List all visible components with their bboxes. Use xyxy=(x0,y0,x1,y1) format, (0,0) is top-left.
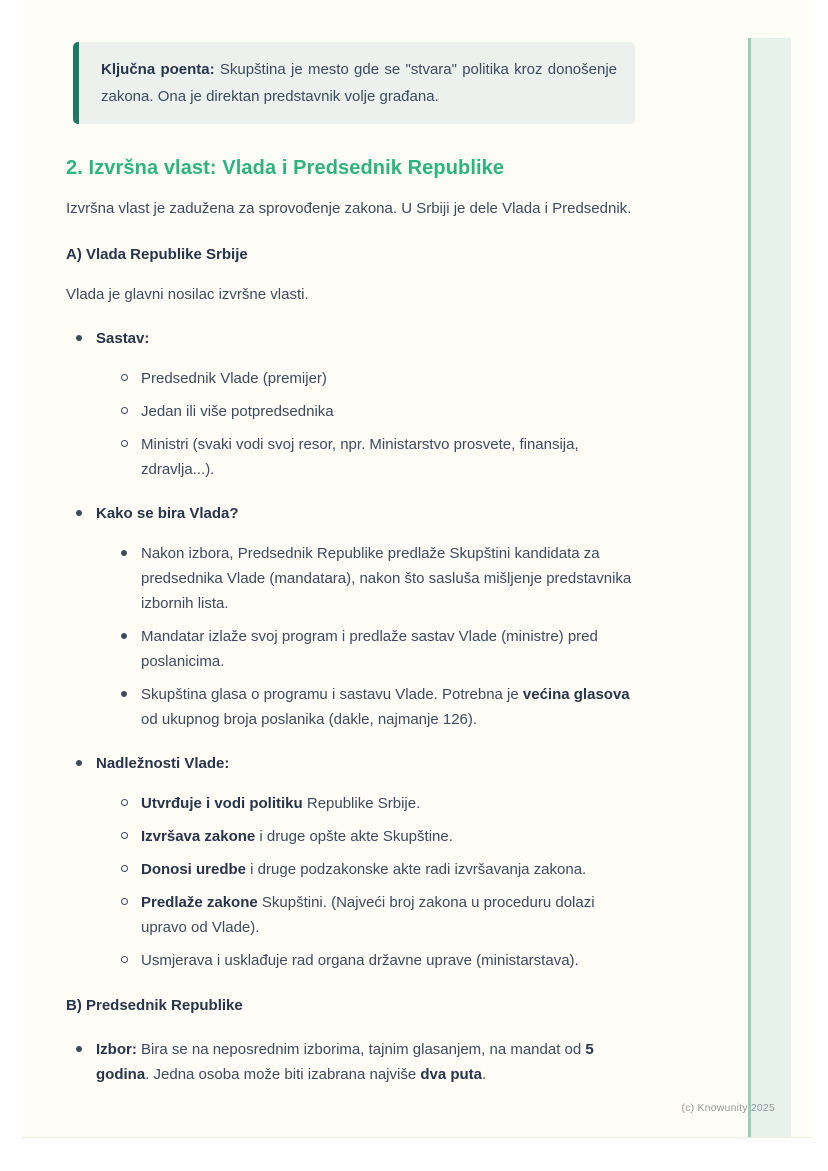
list-item-sastav xyxy=(66,326,637,482)
list-item xyxy=(111,541,637,616)
subsection-b-title: B) Predsednik Republike xyxy=(66,997,243,1014)
list-item-text: Ministri (svaki vodi svoj resor, npr. Ministarstvo prosvete, finansija, zdravlja...). xyxy=(141,436,579,478)
section-intro-paragraph: Izvršna vlast je zadužena za sprovođenje zakona. U Srbiji je dele Vlada i Predsednik. xyxy=(66,200,632,217)
list-item-text: Skupština glasa o programu i sastavu Vlade. Potrebna je većina glasova od ukupnog broja poslanika (dakle, najmanje 126). xyxy=(141,686,630,728)
list-item-kako-se-bira xyxy=(66,501,637,732)
list-item xyxy=(111,432,637,482)
list-item-text: Usmjerava i usklađuje rad organa državne uprave (ministarstava). xyxy=(141,952,579,969)
section-heading: 2. Izvršna vlast: Vlada i Predsednik Republike xyxy=(66,157,505,179)
list-item xyxy=(111,890,637,940)
list-item xyxy=(111,624,637,674)
list-item-text: Donosi uredbe i druge podzakonske akte radi izvršavanja zakona. xyxy=(141,861,587,878)
list-item-nadleznosti xyxy=(66,751,637,973)
list-item-text: Jedan ili više potpredsednika xyxy=(141,403,334,420)
subsection-a-lead: Vlada je glavni nosilac izvršne vlasti. xyxy=(66,286,309,303)
key-point-text: Ključna poenta: Skupština je mesto gde se "stvara" politika kroz donošenje zakona. Ona je direktan predstavnik volje građana. xyxy=(101,61,617,105)
key-point-callout xyxy=(73,42,635,124)
list-item xyxy=(111,824,637,849)
government-list xyxy=(66,326,637,973)
document-content xyxy=(66,42,637,1087)
list-item-text: Nakon izbora, Predsednik Republike predlaže Skupštini kandidata za predsednika Vlade (mandatara), nakon što sasluša mišljenje predstavnika izbornih lista. xyxy=(141,545,632,612)
page-right-accent-bar xyxy=(748,38,791,1137)
list-item-text: Izbor: Bira se na neposrednim izborima, tajnim glasanjem, na mandat od 5 godina. Jedna osoba može biti izabrana najviše dva puta. xyxy=(96,1041,594,1083)
list-item-text: Nadležnosti Vlade: xyxy=(96,755,230,772)
list-item-text: Mandatar izlaže svoj program i predlaže sastav Vlade (ministre) pred poslanicima. xyxy=(141,628,598,670)
list-item-izbor xyxy=(66,1037,637,1087)
list-item-text: Predlaže zakone Skupštini. (Najveći broj zakona u proceduru dolazi upravo od Vlade). xyxy=(141,894,595,936)
nadleznosti-sublist xyxy=(111,791,637,973)
sastav-sublist xyxy=(111,366,637,482)
list-item-text: Predsednik Vlade (premijer) xyxy=(141,370,327,387)
list-item-text: Utvrđuje i vodi politiku Republike Srbije. xyxy=(141,795,421,812)
list-item xyxy=(111,366,637,391)
kako-se-bira-sublist xyxy=(111,541,637,732)
list-item xyxy=(111,857,637,882)
subsection-a-title: A) Vlada Republike Srbije xyxy=(66,246,248,263)
list-item-text: Izvršava zakone i druge opšte akte Skupštine. xyxy=(141,828,453,845)
list-item xyxy=(111,791,637,816)
list-item xyxy=(111,948,637,973)
list-item xyxy=(111,682,637,732)
list-item-text: Sastav: xyxy=(96,330,150,347)
copyright-watermark: (c) Knowunity 2025 xyxy=(681,1102,775,1114)
list-item-text: Kako se bira Vlada? xyxy=(96,505,239,522)
president-list xyxy=(66,1037,637,1087)
list-item xyxy=(111,399,637,424)
